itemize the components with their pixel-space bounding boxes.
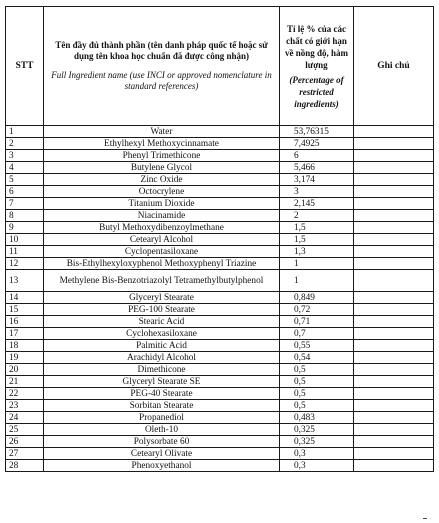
table-row (6, 400, 434, 412)
percentage-cell: 0,5 (280, 388, 354, 400)
table-row (6, 210, 434, 222)
ingredient-name-cell: Cyclopentasiloxane (44, 246, 280, 258)
note-cell (354, 174, 434, 186)
row-number-cell: 22 (6, 388, 44, 400)
ingredient-name-cell: Glyceryl Stearate (44, 292, 280, 304)
percentage-cell: 2,145 (280, 198, 354, 210)
note-cell (354, 388, 434, 400)
header-ingredient-name (44, 7, 280, 126)
row-number-cell: 20 (6, 364, 44, 376)
table-row (6, 292, 434, 304)
note-cell (354, 400, 434, 412)
table-row (6, 174, 434, 186)
table-row (6, 340, 434, 352)
ingredient-name-cell: Glyceryl Stearate SE (44, 376, 280, 388)
ingredient-name-cell: Palmitic Acid (44, 340, 280, 352)
percentage-cell: 2 (280, 210, 354, 222)
ingredient-name-cell: Bis-Ethylhexyloxyphenol Methoxyphenyl Triazine (44, 258, 280, 270)
table-body (6, 126, 434, 472)
row-number-cell: 10 (6, 234, 44, 246)
percentage-cell: 6 (280, 150, 354, 162)
note-cell (354, 162, 434, 174)
note-cell (354, 210, 434, 222)
header-name-english: Full Ingredient name (use INCI or approved nomenclature in standard references) (51, 70, 272, 91)
table-row (6, 150, 434, 162)
percentage-cell: 0,325 (280, 424, 354, 436)
row-number-cell: 19 (6, 352, 44, 364)
percentage-cell: 5,466 (280, 162, 354, 174)
ingredient-document (5, 6, 433, 472)
ingredient-name-cell: Stearic Acid (44, 316, 280, 328)
header-percentage-english: (Percentage of restricted ingredients) (289, 74, 344, 109)
table-row (6, 412, 434, 424)
ingredient-name-cell: Ethylhexyl Methoxycinnamate (44, 138, 280, 150)
row-number-cell: 23 (6, 400, 44, 412)
table-row (6, 424, 434, 436)
table-row (6, 364, 434, 376)
header-stt: STT (6, 7, 44, 126)
table-row (6, 460, 434, 472)
row-number-cell: 21 (6, 376, 44, 388)
note-cell (354, 460, 434, 472)
percentage-cell: 1 (280, 258, 354, 270)
percentage-cell: 0,71 (280, 316, 354, 328)
note-cell (354, 364, 434, 376)
row-number-cell: 17 (6, 328, 44, 340)
row-number-cell: 15 (6, 304, 44, 316)
percentage-cell: 0,54 (280, 352, 354, 364)
percentage-cell: 0,72 (280, 304, 354, 316)
percentage-cell: 0,5 (280, 364, 354, 376)
table-row (6, 162, 434, 174)
ingredient-name-cell: Phenoxyethanol (44, 460, 280, 472)
note-cell (354, 376, 434, 388)
note-cell (354, 352, 434, 364)
row-number-cell: 4 (6, 162, 44, 174)
row-number-cell: 26 (6, 436, 44, 448)
note-cell (354, 304, 434, 316)
note-cell (354, 222, 434, 234)
page-edge-mark (423, 518, 427, 519)
ingredient-name-cell: Arachidyl Alcohol (44, 352, 280, 364)
note-cell (354, 436, 434, 448)
row-number-cell: 1 (6, 126, 44, 138)
ingredient-name-cell: PEG-100 Stearate (44, 304, 280, 316)
percentage-cell: 0,325 (280, 436, 354, 448)
header-percentage (280, 7, 354, 126)
header-note: Ghi chú (354, 7, 434, 126)
row-number-cell: 18 (6, 340, 44, 352)
table-row (6, 352, 434, 364)
row-number-cell: 12 (6, 258, 44, 270)
ingredient-name-cell: Phenyl Trimethicone (44, 150, 280, 162)
row-number-cell: 14 (6, 292, 44, 304)
ingredient-name-cell: Niacinamide (44, 210, 280, 222)
table-row (6, 246, 434, 258)
row-number-cell: 7 (6, 198, 44, 210)
header-percentage-vietnamese: Tỉ lệ % của các chất có giới hạn về nồng độ, hàm lượng (284, 23, 348, 70)
note-cell (354, 340, 434, 352)
row-number-cell: 9 (6, 222, 44, 234)
percentage-cell: 0,7 (280, 328, 354, 340)
ingredient-name-cell: Oleth-10 (44, 424, 280, 436)
row-number-cell: 6 (6, 186, 44, 198)
note-cell (354, 328, 434, 340)
table-row (6, 234, 434, 246)
note-cell (354, 316, 434, 328)
ingredient-name-cell: Zinc Oxide (44, 174, 280, 186)
table-row (6, 186, 434, 198)
percentage-cell: 3,174 (280, 174, 354, 186)
note-cell (354, 150, 434, 162)
table-row (6, 436, 434, 448)
table-row (6, 388, 434, 400)
table-row (6, 198, 434, 210)
row-number-cell: 25 (6, 424, 44, 436)
row-number-cell: 8 (6, 210, 44, 222)
row-number-cell: 16 (6, 316, 44, 328)
percentage-cell: 0,55 (280, 340, 354, 352)
note-cell (354, 270, 434, 292)
note-cell (354, 292, 434, 304)
percentage-cell: 3 (280, 186, 354, 198)
note-cell (354, 412, 434, 424)
percentage-cell: 1,5 (280, 222, 354, 234)
header-name-vietnamese: Tên đầy đủ thành phần (tên danh pháp quốc tế hoặc sử dụng tên khoa học chuẩn đã được công nhận) (55, 40, 268, 61)
note-cell (354, 186, 434, 198)
percentage-cell: 1,3 (280, 246, 354, 258)
ingredient-name-cell: Titanium Dioxide (44, 198, 280, 210)
row-number-cell: 24 (6, 412, 44, 424)
row-number-cell: 11 (6, 246, 44, 258)
note-cell (354, 258, 434, 270)
row-number-cell: 3 (6, 150, 44, 162)
percentage-cell: 0,3 (280, 460, 354, 472)
ingredient-name-cell: PEG-40 Stearate (44, 388, 280, 400)
note-cell (354, 424, 434, 436)
note-cell (354, 138, 434, 150)
row-number-cell: 2 (6, 138, 44, 150)
note-cell (354, 198, 434, 210)
table-row (6, 316, 434, 328)
note-cell (354, 448, 434, 460)
row-number-cell: 13 (6, 270, 44, 292)
percentage-cell: 0,5 (280, 376, 354, 388)
table-row (6, 376, 434, 388)
ingredient-name-cell: Propanediol (44, 412, 280, 424)
row-number-cell: 5 (6, 174, 44, 186)
table-row (6, 270, 434, 292)
ingredient-table (5, 6, 434, 472)
ingredient-name-cell: Butyl Methoxydibenzoylmethane (44, 222, 280, 234)
percentage-cell: 1 (280, 270, 354, 292)
ingredient-name-cell: Cetearyl Alcohol (44, 234, 280, 246)
percentage-cell: 7,4925 (280, 138, 354, 150)
note-cell (354, 126, 434, 138)
ingredient-name-cell: Water (44, 126, 280, 138)
percentage-cell: 1,5 (280, 234, 354, 246)
percentage-cell: 53,76315 (280, 126, 354, 138)
table-row (6, 258, 434, 270)
ingredient-name-cell: Butylene Glycol (44, 162, 280, 174)
note-cell (354, 234, 434, 246)
ingredient-name-cell: Methylene Bis-Benzotriazolyl Tetramethylbutylphenol (44, 270, 280, 292)
percentage-cell: 0,5 (280, 400, 354, 412)
ingredient-name-cell: Cetearyl Olivate (44, 448, 280, 460)
table-row (6, 222, 434, 234)
table-row (6, 138, 434, 150)
percentage-cell: 0,3 (280, 448, 354, 460)
ingredient-name-cell: Dimethicone (44, 364, 280, 376)
ingredient-name-cell: Cyclohexasiloxane (44, 328, 280, 340)
ingredient-name-cell: Octocrylene (44, 186, 280, 198)
table-row (6, 328, 434, 340)
table-row (6, 304, 434, 316)
row-number-cell: 27 (6, 448, 44, 460)
percentage-cell: 0,483 (280, 412, 354, 424)
note-cell (354, 246, 434, 258)
ingredient-name-cell: Sorbitan Stearate (44, 400, 280, 412)
ingredient-name-cell: Polysorbate 60 (44, 436, 280, 448)
table-header-row (6, 7, 434, 126)
row-number-cell: 28 (6, 460, 44, 472)
table-row (6, 448, 434, 460)
table-row (6, 126, 434, 138)
percentage-cell: 0,849 (280, 292, 354, 304)
